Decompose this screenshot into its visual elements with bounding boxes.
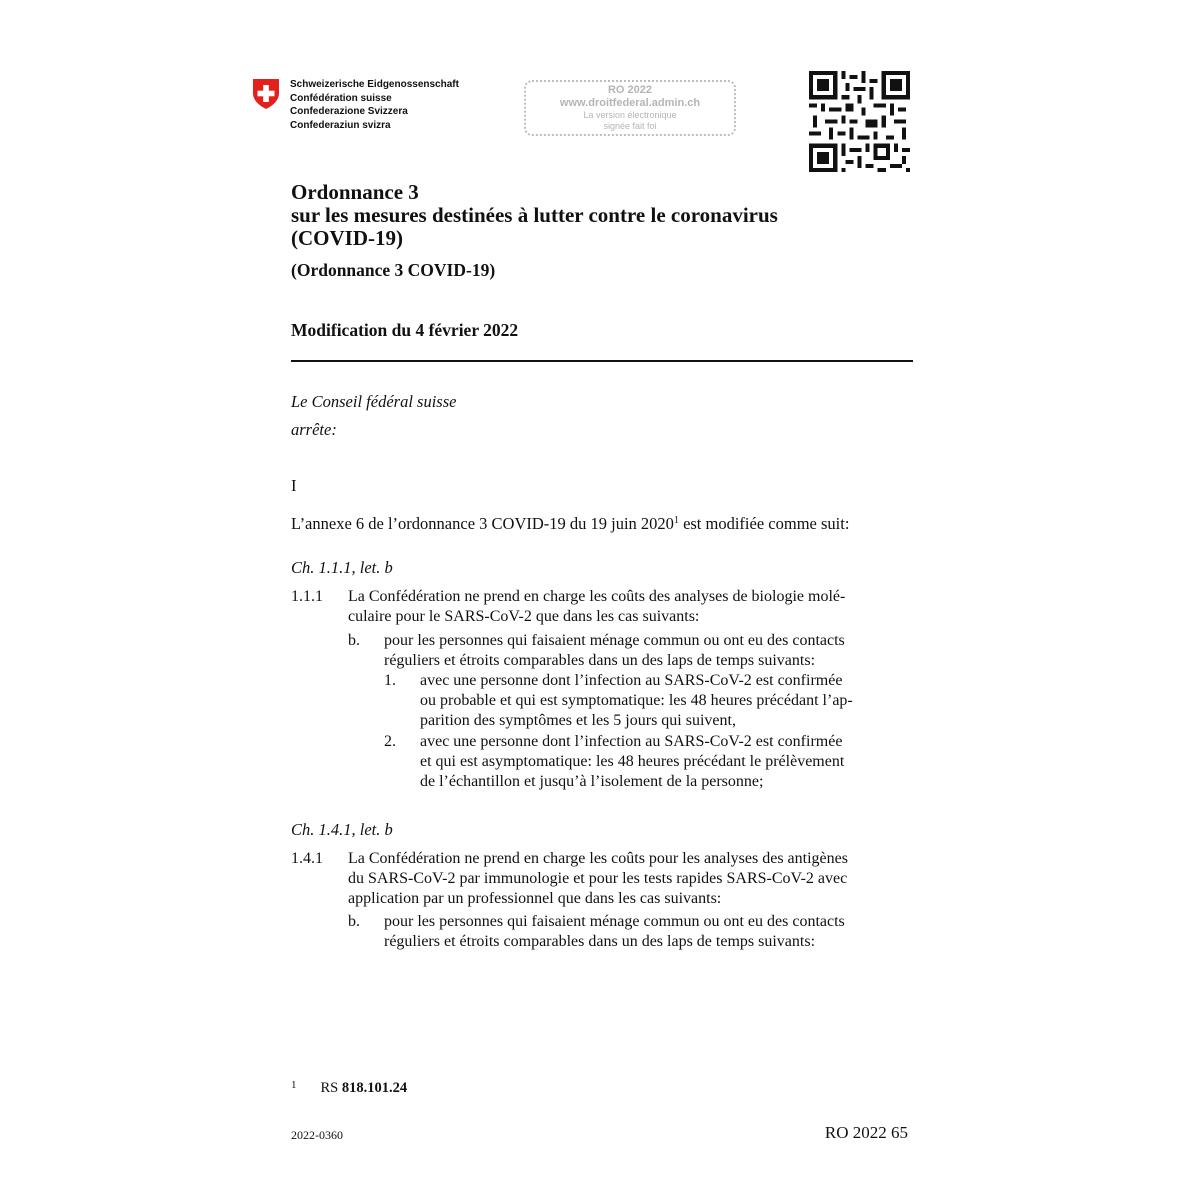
stamp-url: www.droitfederal.admin.ch bbox=[559, 97, 701, 109]
ch-141-number: 1.4.1 bbox=[291, 850, 323, 867]
confederation-names bbox=[290, 78, 459, 132]
ch-111-letter-text bbox=[384, 631, 909, 671]
text-line: parition des symptômes et les 5 jours qui suivent, bbox=[420, 712, 736, 729]
section-intro bbox=[291, 511, 849, 534]
ch-141-heading: Ch. 1.4.1, let. b bbox=[291, 820, 393, 839]
text-line: et qui est asymptomatique: les 48 heures précédant le prélèvement bbox=[420, 753, 845, 770]
footnote-mark: 1 bbox=[291, 1079, 297, 1091]
ch-141-letter-text bbox=[384, 912, 909, 952]
text-line: La Confédération ne prend en charge les coûts pour les analyses des antigènes bbox=[348, 850, 848, 867]
preamble-decrees: arrête: bbox=[291, 420, 337, 439]
signature-stamp bbox=[524, 80, 736, 136]
text-line: pour les personnes qui faisaient ménage commun ou ont eu des contacts bbox=[384, 913, 845, 930]
text-line: avec une personne dont l’infection au SARS-CoV-2 est confirmée bbox=[420, 733, 843, 750]
text-line: réguliers et étroits comparables dans un des laps de temps suivants: bbox=[384, 652, 816, 669]
preamble-council: Le Conseil fédéral suisse bbox=[291, 392, 457, 411]
intro-text: L’annexe 6 de l’ordonnance 3 COVID-19 du 19 juin 2020 bbox=[291, 514, 674, 533]
text-line: ou probable et qui est symptomatique: les 48 heures précédant l’ap- bbox=[420, 692, 853, 709]
ch-111-item-2-text bbox=[420, 732, 909, 792]
name-romansh: Confederaziun svizra bbox=[290, 119, 391, 131]
page-title bbox=[291, 181, 778, 250]
ch-141-text bbox=[348, 849, 909, 909]
title-line-3: (COVID-19) bbox=[291, 226, 403, 250]
ch-141-letter: b. bbox=[348, 913, 360, 930]
qr-code-icon bbox=[809, 71, 910, 172]
title-line-1: Ordonnance 3 bbox=[291, 180, 419, 204]
text-line: réguliers et étroits comparables dans un des laps de temps suivants: bbox=[384, 933, 816, 950]
stamp-collection: RO 2022 bbox=[607, 84, 653, 96]
text-line: avec une personne dont l’infection au SARS-CoV-2 est confirmée bbox=[420, 672, 843, 689]
name-german: Schweizerische Eidgenossenschaft bbox=[290, 79, 459, 90]
ch-111-text bbox=[348, 587, 909, 627]
title-divider bbox=[291, 360, 913, 362]
ch-111-item-1-number: 1. bbox=[384, 672, 396, 689]
ch-111-item-1-text bbox=[420, 671, 909, 731]
name-italian: Confederazione Svizzera bbox=[290, 106, 408, 117]
ch-111-item-2-number: 2. bbox=[384, 733, 396, 750]
footnote-prefix: RS bbox=[320, 1080, 342, 1096]
ch-111-letter: b. bbox=[348, 632, 360, 649]
page-reference: RO 2022 65 bbox=[824, 1123, 908, 1142]
title-line-2: sur les mesures destinées à lutter contre le coronavirus bbox=[291, 203, 778, 227]
stamp-note-2: signée fait foi bbox=[603, 121, 657, 131]
section-numeral: I bbox=[291, 476, 297, 495]
footnote bbox=[291, 1079, 407, 1097]
swiss-coat-of-arms-icon bbox=[252, 78, 280, 110]
text-line: La Confédération ne prend en charge les coûts des analyses de biologie molé- bbox=[348, 588, 846, 605]
intro-text-end: est modifiée comme suit: bbox=[678, 514, 850, 533]
text-line: application par un professionnel que dans les cas suivants: bbox=[348, 890, 722, 907]
footnote-ref: 818.101.24 bbox=[341, 1080, 408, 1096]
footnote-reference: 1 bbox=[673, 515, 679, 526]
text-line: pour les personnes qui faisaient ménage commun ou ont eu des contacts bbox=[384, 632, 845, 649]
text-line: culaire pour le SARS-CoV-2 que dans les cas suivants: bbox=[348, 608, 700, 625]
short-title: (Ordonnance 3 COVID-19) bbox=[291, 260, 496, 280]
modification-date: Modification du 4 février 2022 bbox=[291, 320, 519, 340]
text-line: de l’échantillon et jusqu’à l’isolement de la personne; bbox=[420, 773, 764, 790]
name-french: Confédération suisse bbox=[290, 92, 392, 104]
stamp-note-1: La version électronique bbox=[583, 110, 677, 120]
ch-111-number: 1.1.1 bbox=[291, 588, 323, 605]
ch-111-heading: Ch. 1.1.1, let. b bbox=[291, 558, 393, 577]
text-line: du SARS-CoV-2 par immunologie et pour les tests rapides SARS-CoV-2 avec bbox=[348, 870, 848, 887]
document-id: 2022-0360 bbox=[291, 1128, 343, 1142]
